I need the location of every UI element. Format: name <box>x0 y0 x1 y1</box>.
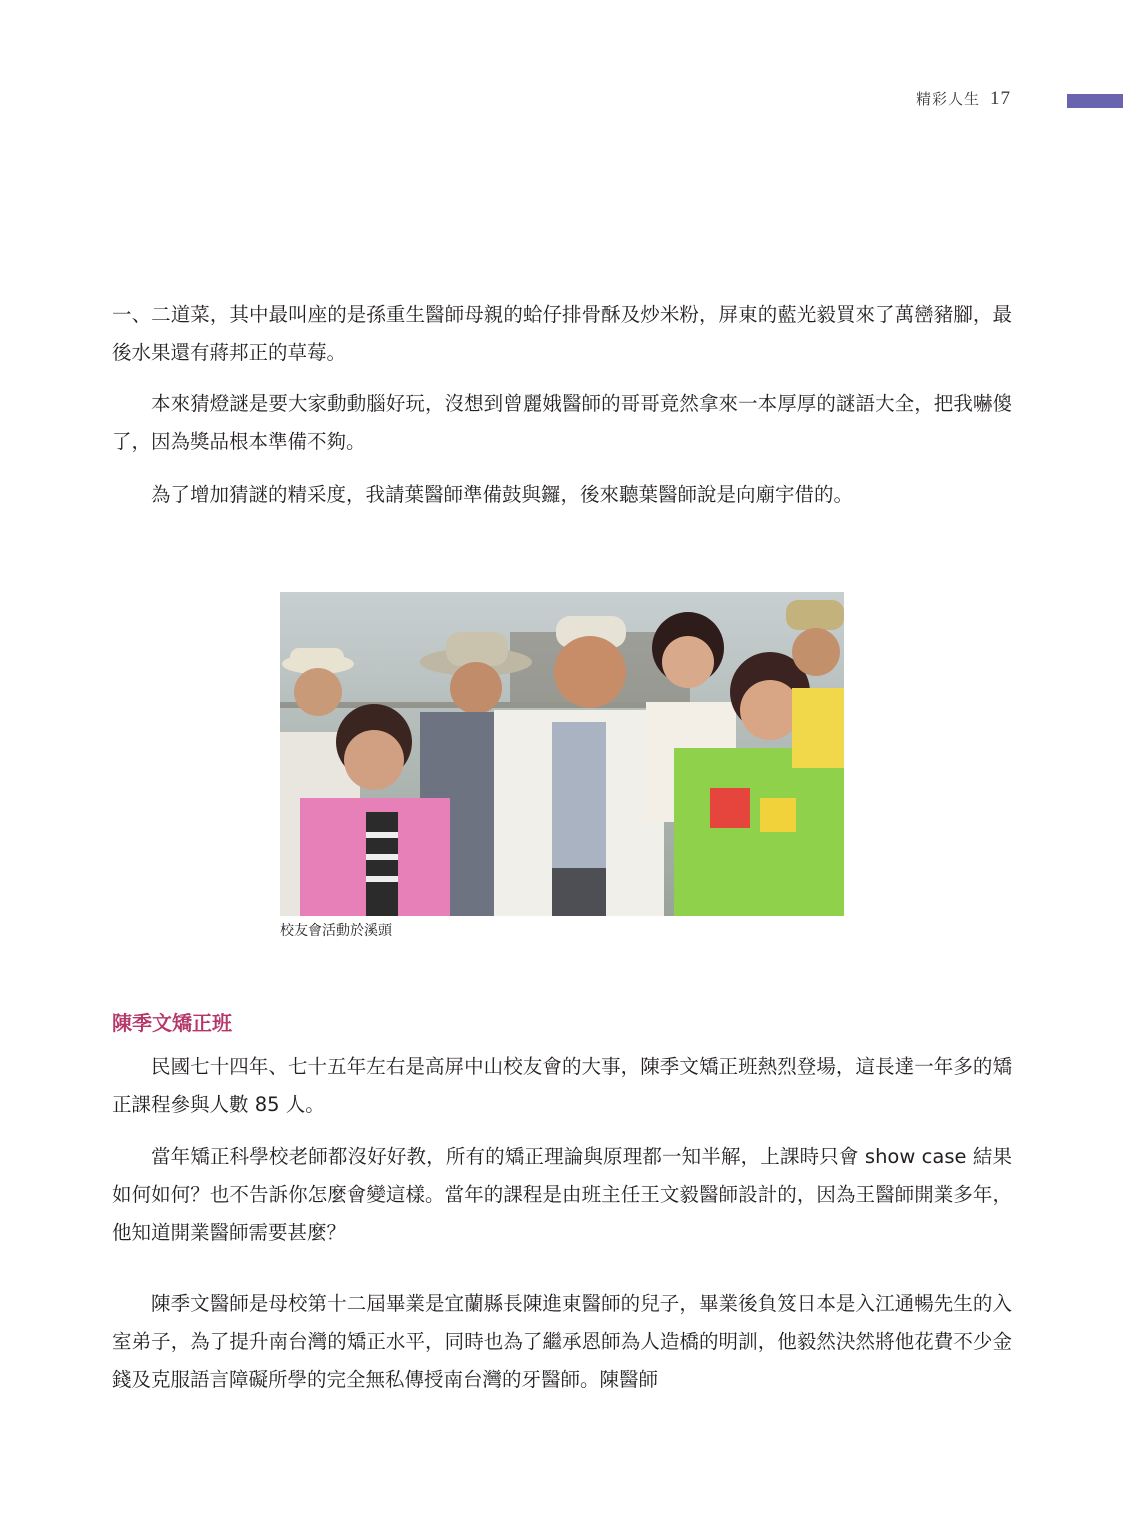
paragraph-top-2: 本來猜燈謎是要大家動動腦好玩，沒想到曾麗娥醫師的哥哥竟然拿來一本厚厚的謎語大全，把我嚇傻了，因為獎品根本準備不夠。 <box>112 392 1012 453</box>
section-title: 陳季文矯正班 <box>112 1011 232 1035</box>
group-photo-illustration <box>280 592 844 916</box>
section-paragraph-2: 當年矯正科學校老師都沒好好教，所有的矯正理論與原理都一知半解，上課時只會 show case 結果如何如何？也不告訴你怎麼會變這樣。當年的課程是由班主任王文毅醫師設計的，因為王醫師開業多年，他知道開業醫師需要甚麼？ <box>112 1145 1012 1244</box>
photo-caption: 校友會活動於溪頭 <box>280 923 392 939</box>
paragraph-top-1: 一、二道菜，其中最叫座的是孫重生醫師母親的蛤仔排骨酥及炒米粉，屏東的藍光毅買來了萬巒豬腳，最後水果還有蔣邦正的草莓。 <box>112 303 1012 364</box>
page-edge-tab <box>1067 94 1123 108</box>
group-photo <box>280 592 844 916</box>
paragraph-top-3: 為了增加猜謎的精采度，我請葉醫師準備鼓與鑼，後來聽葉醫師說是向廟宇借的。 <box>151 483 854 506</box>
section-name: 精彩人生 <box>915 90 980 108</box>
section-paragraph-3: 陳季文醫師是母校第十二屆畢業是宜蘭縣長陳進東醫師的兒子，畢業後負笈日本是入江通暢先生的入室弟子，為了提升南台灣的矯正水平，同時也為了繼承恩師為人造橋的明訓，他毅然決然將他花費不少金錢及克服語言障礙所學的完全無私傳授南台灣的牙醫師。陳醫師 <box>112 1292 1012 1391</box>
section-paragraph-1: 民國七十四年、七十五年左右是高屏中山校友會的大事，陳季文矯正班熱烈登場，這長達一年多的矯正課程參與人數 85 人。 <box>112 1055 1012 1116</box>
running-header <box>916 88 1011 110</box>
page-number: 17 <box>990 88 1011 109</box>
